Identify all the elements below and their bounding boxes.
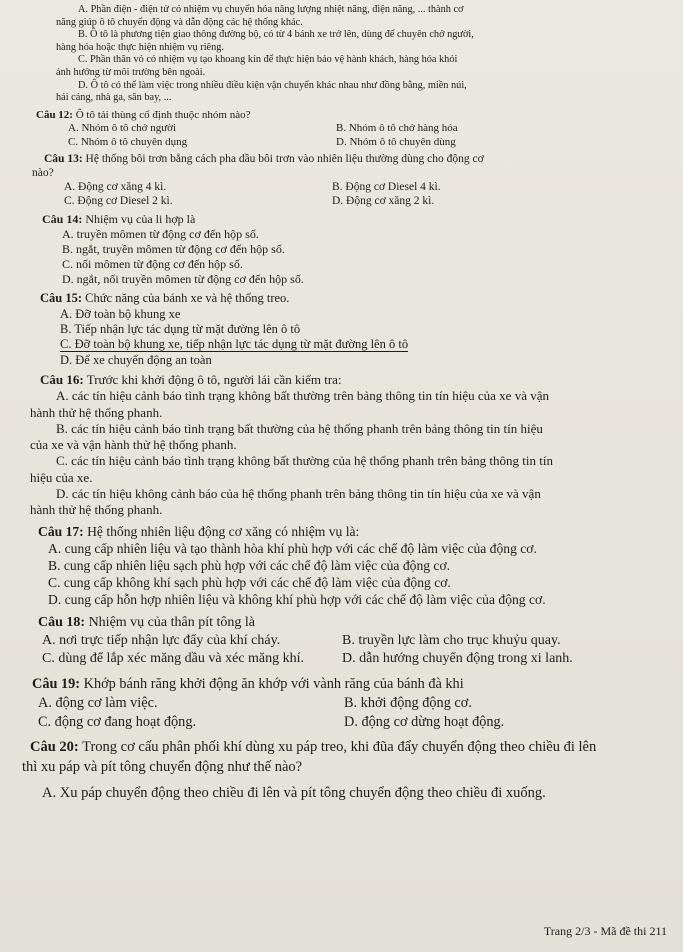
question-label: Câu 15: xyxy=(40,291,83,306)
question-text: Trong cơ cấu phân phối khí dùng xu páp treo, khi đũa đẩy chuyển động theo chiều đi lên xyxy=(78,739,597,756)
question-text: Hệ thống nhiên liệu động cơ xăng có nhiệm vụ là: xyxy=(83,524,360,540)
question-label: Câu 14: xyxy=(42,212,83,227)
question-label: Câu 20: xyxy=(30,739,79,756)
option-b: B. khởi động động cơ. xyxy=(344,695,472,712)
question-label: Câu 18: xyxy=(38,615,86,631)
option-d-continued: hành thử hệ thống phanh. xyxy=(30,501,163,517)
option-d: D. dẫn hướng chuyển động trong xi lanh. xyxy=(342,651,573,667)
question-text: Trước khi khởi động ô tô, người lái cần kiểm tra: xyxy=(83,372,342,388)
option-c: C. động cơ đang hoạt động. xyxy=(38,714,197,731)
option-line: hàng hóa hoặc thực hiện nhiệm vụ riêng. xyxy=(56,41,224,53)
option-b: B. Tiếp nhận lực tác dụng từ mặt đường lên ô tô xyxy=(60,322,301,337)
question-14 xyxy=(22,212,665,287)
option-b: B. Nhóm ô tô chở hàng hóa xyxy=(336,122,458,135)
question-15 xyxy=(22,291,665,368)
option-c-continued: hiệu của xe. xyxy=(30,469,93,485)
question-17 xyxy=(22,523,665,608)
option-line: B. Ô tô là phương tiện giao thông đường bộ, có từ 4 bánh xe trở lên, dùng để chuyên chở người, xyxy=(78,29,474,41)
option-a: A. Xu páp chuyển động theo chiều đi lên và pít tông chuyển động theo chiều đi xuống. xyxy=(42,785,546,802)
option-a: A. truyền mômen từ động cơ đến hộp số. xyxy=(62,227,259,242)
question-text: Khớp bánh răng khởi động ăn khớp với vành răng của bánh đà khi xyxy=(80,676,464,693)
question-12 xyxy=(22,109,665,150)
option-c: C. cung cấp không khí sạch phù hợp với các chế độ làm việc của động cơ. xyxy=(48,575,451,591)
option-b: B. Động cơ Diesel 4 kì. xyxy=(332,181,441,194)
option-b: B. truyền lực làm cho trục khuỷu quay. xyxy=(342,633,561,649)
question-text: Nhiệm vụ của li hợp là xyxy=(82,212,196,227)
option-line: hải cảng, nhà ga, sân bay, ... xyxy=(56,92,172,104)
question-text: Ô tô tải thùng cố định thuộc nhóm nào? xyxy=(72,108,251,121)
option-line: A. Phần điện - điện tử có nhiệm vụ chuyển hóa năng lượng nhiệt năng, điện năng, ... thành cơ xyxy=(78,4,464,15)
option-d: D. các tín hiệu không cảnh báo của hệ thống phanh trên bảng thông tin tín hiệu của xe và vận xyxy=(56,485,541,501)
option-d: D. động cơ dừng hoạt động. xyxy=(344,714,505,731)
option-d: D. Nhóm ô tô chuyên dùng xyxy=(336,135,456,148)
option-a: A. các tín hiệu cảnh báo tình trạng không bất thường trên bảng thông tin tín hiệu của xe và vận xyxy=(56,388,549,404)
option-c: C. Động cơ Diesel 2 kì. xyxy=(64,195,173,208)
question-text-continued: nào? xyxy=(32,167,54,180)
option-line: C. Phần thân vỏ có nhiệm vụ tạo khoang kín để thực hiện bảo vệ hành khách, hàng hóa khỏi xyxy=(78,54,458,66)
question-20 xyxy=(22,737,665,803)
question-text: Nhiệm vụ của thân pít tông là xyxy=(85,615,255,631)
option-a: A. Đỡ toàn bộ khung xe xyxy=(60,306,181,321)
option-c: C. dùng để lắp xéc măng dầu và xéc măng khí. xyxy=(42,651,305,667)
option-b-continued: của xe và vận hành thử hệ thống phanh. xyxy=(30,437,237,453)
option-c: C. nối mômen từ động cơ đến hộp số. xyxy=(62,257,243,272)
option-a: A. Nhóm ô tô chở người xyxy=(68,122,177,135)
option-c xyxy=(40,337,665,352)
question-13 xyxy=(22,152,665,208)
option-a: A. nơi trực tiếp nhận lực đẩy của khí cháy. xyxy=(42,633,281,649)
question-label: Câu 13: xyxy=(44,153,83,166)
option-b: B. các tín hiệu cảnh báo tình trạng bất thường của hệ thống phanh trên bảng thông tin tín hiệu xyxy=(56,420,543,436)
option-a-continued: hành thử hệ thống phanh. xyxy=(30,404,163,420)
option-d: D. ngắt, nối truyền mômen từ động cơ đến hộp số. xyxy=(62,272,304,287)
question-label: Câu 19: xyxy=(32,676,81,693)
option-b: B. cung cấp nhiên liệu sạch phù hợp với các chế độ làm việc của động cơ. xyxy=(48,558,451,574)
question-text: Hệ thống bôi trơn bằng cách pha dầu bôi trơn vào nhiên liệu thường dùng cho động cơ xyxy=(82,153,484,166)
question-text: Chức năng của bánh xe và hệ thống treo. xyxy=(82,291,290,306)
option-c-text: C. Đỡ toàn bộ khung xe, tiếp nhận lực tác dụng từ mặt đường lên ô tô xyxy=(60,337,409,352)
option-d: D. cung cấp hỗn hợp nhiên liệu và không khí phù hợp với các chế độ làm việc của động cơ. xyxy=(48,592,546,608)
option-a: A. Động cơ xăng 4 kì. xyxy=(64,181,167,194)
question-16 xyxy=(22,372,665,518)
previous-question-options xyxy=(22,4,665,105)
page-footer: Trang 2/3 - Mã đề thi 211 xyxy=(543,924,667,938)
question-label: Câu 16: xyxy=(40,372,84,388)
option-line: năng giúp ô tô chuyển động và dẫn động các hệ thống khác. xyxy=(56,16,303,28)
question-19 xyxy=(22,675,665,732)
question-label: Câu 17: xyxy=(38,524,84,540)
option-d: D. Để xe chuyển động an toàn xyxy=(60,352,212,367)
question-text-continued: thì xu páp và pít tông chuyển động như thế nào? xyxy=(22,759,303,776)
option-a: A. động cơ làm việc. xyxy=(38,695,158,712)
option-a: A. cung cấp nhiên liệu và tạo thành hòa khí phù hợp với các chế độ làm việc của động cơ. xyxy=(48,541,537,557)
option-line: ảnh hưởng từ môi trường bên ngoài. xyxy=(56,66,206,78)
option-d: D. Động cơ xăng 2 kì. xyxy=(332,195,435,208)
question-18 xyxy=(22,614,665,668)
option-c: C. các tín hiệu cảnh báo tình trạng không bất thường của hệ thống phanh trên bảng thông tin tín xyxy=(56,453,553,469)
option-c: C. Nhóm ô tô chuyên dụng xyxy=(68,135,188,148)
question-label: Câu 12: xyxy=(36,108,73,121)
option-line: D. Ô tô có thể làm việc trong nhiều điều kiện vận chuyển khác nhau như đồng bằng, miền núi, xyxy=(78,79,467,91)
option-b: B. ngắt, truyền mômen từ động cơ đến hộp số. xyxy=(62,242,285,257)
